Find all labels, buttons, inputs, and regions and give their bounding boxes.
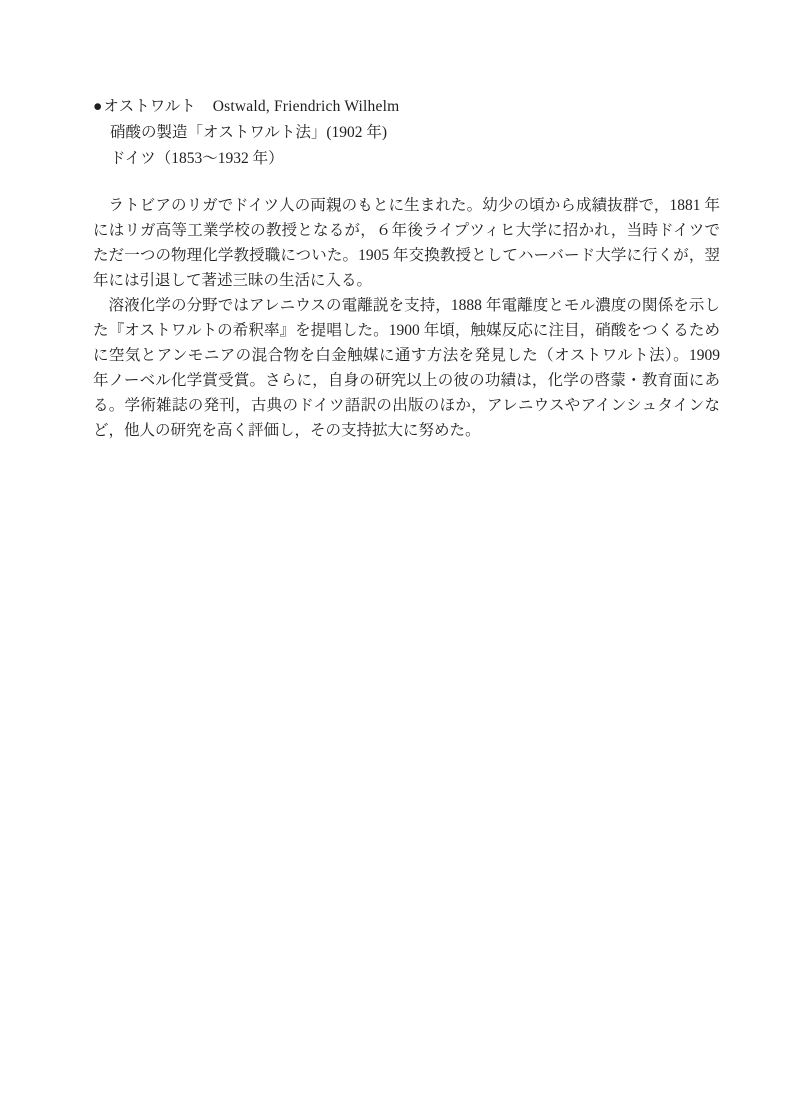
- entry-country-years: ドイツ（1853〜1932 年）: [110, 150, 284, 167]
- entry-header: [93, 94, 720, 172]
- bullet-icon: ●: [93, 98, 103, 115]
- document-page: [93, 94, 720, 443]
- entry-title-line: [93, 94, 720, 120]
- biography-paragraph-1: ラトビアのリガでドイツ人の両親のもとに生まれた。幼少の頃から成績抜群で，1881 年にはリガ高等工業学校の教授となるが，６年後ライプツィヒ大学に招かれ，当時ドイツでただ一つの物理化学教授職についた。1905 年交換教授としてハーバード大学に行くが，翌年には引退して著述三昧の生活に入る。: [93, 197, 720, 289]
- biography-paragraph-2: 溶液化学の分野ではアレニウスの電離説を支持，1888 年電離度とモル濃度の関係を示した『オストワルトの希釈率』を提唱した。1900 年頃，触媒反応に注目，硝酸をつくるために空気とアンモニアの混合物を白金触媒に通す方法を発見した（オストワルト法）。1909 年ノーベル化学賞受賞。さらに，自身の研究以上の彼の功績は，化学の啓蒙・教育面にある。学術雑誌の発刊，古典のドイツ語訳の出版のほか，アレニウスやアインシュタインなど，他人の研究を高く評価し，その支持拡大に努めた。: [93, 297, 720, 439]
- biography-body: [93, 193, 720, 443]
- entry-name-english: Ostwald, Friendrich Wilhelm: [212, 98, 400, 115]
- entry-name-japanese: オストワルト: [103, 98, 196, 115]
- entry-achievement: 硝酸の製造「オストワルト法」(1902 年): [110, 124, 388, 141]
